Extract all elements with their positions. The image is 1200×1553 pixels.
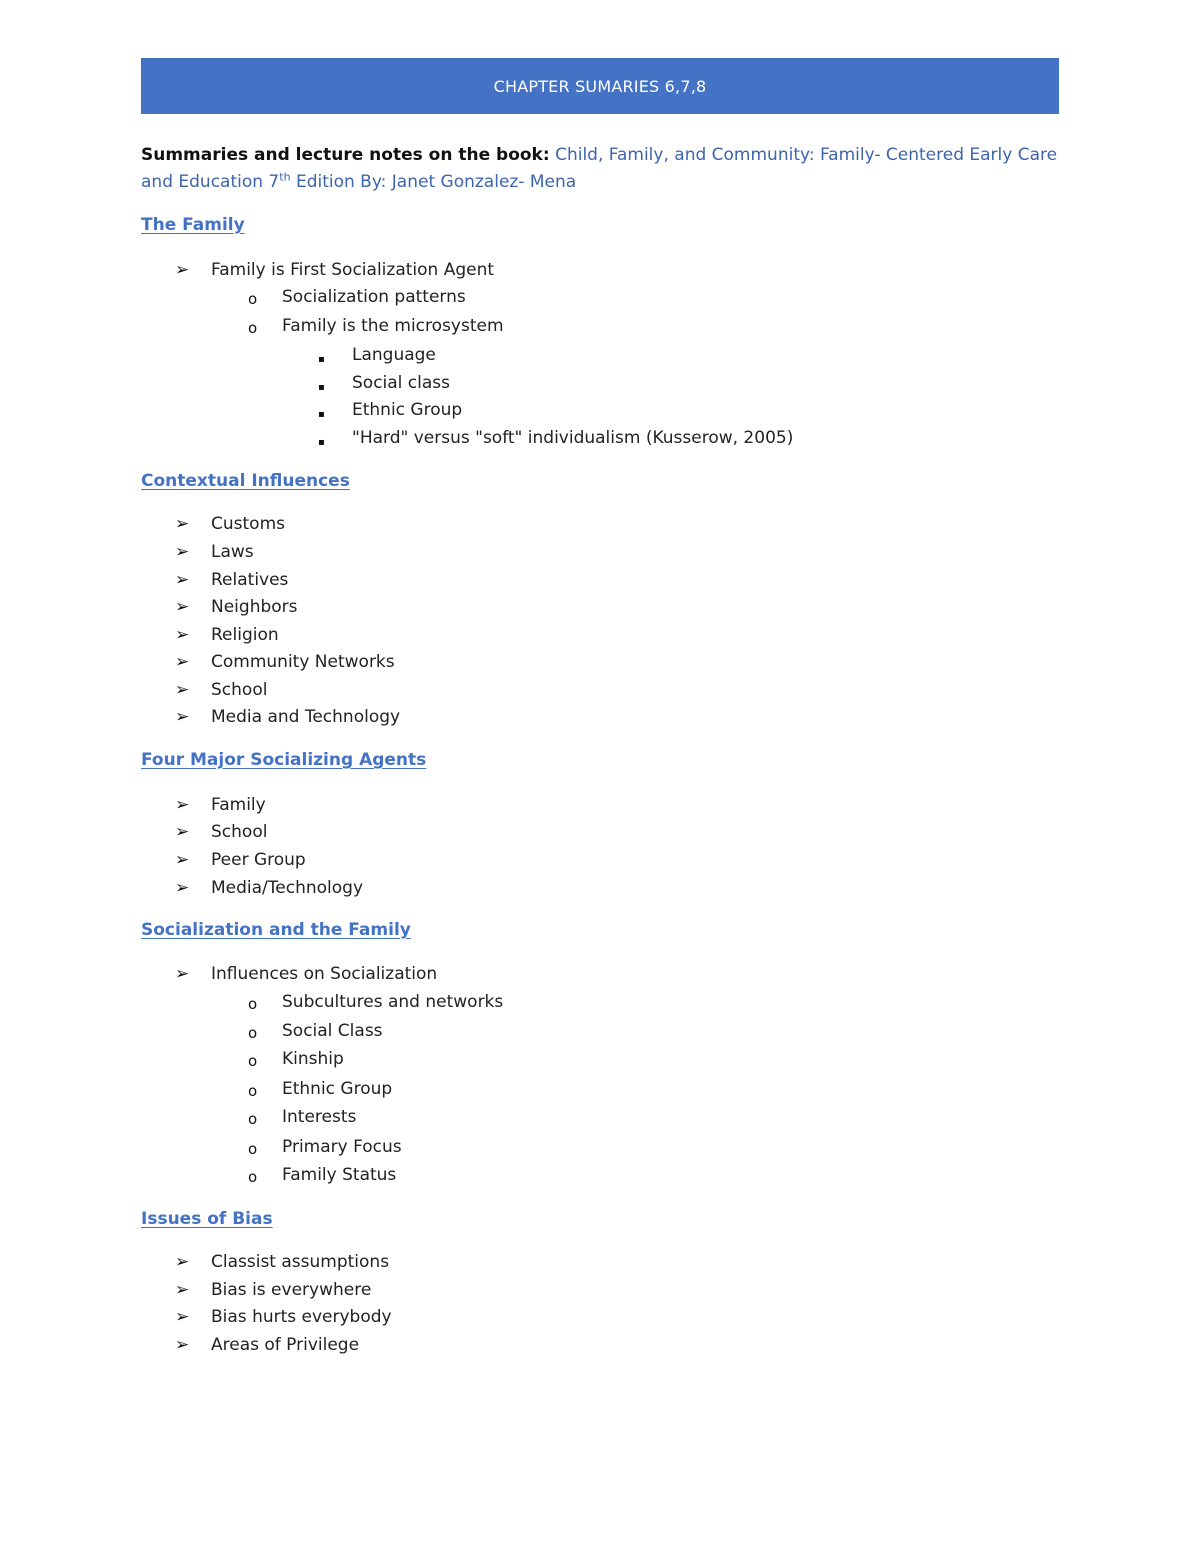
arrow-bullet-icon: ➢ [175, 878, 190, 898]
arrow-bullet-icon: ➢ [175, 542, 190, 562]
list-item-text: Ethnic Group [282, 1079, 393, 1099]
list-item [248, 1078, 393, 1100]
arrow-bullet-icon: ➢ [175, 1252, 190, 1272]
arrow-bullet-icon: ➢ [175, 652, 190, 672]
heading-the-family: The Family [141, 215, 245, 235]
list-item-text: Interests [282, 1107, 357, 1127]
list-item-text: Media/Technology [211, 878, 364, 898]
list-item [175, 963, 438, 985]
list-item-text: Subcultures and networks [282, 992, 504, 1012]
list-item [175, 706, 401, 728]
list-item [318, 427, 794, 449]
arrow-bullet-icon: ➢ [175, 260, 190, 280]
circle-bullet-icon: o [248, 290, 258, 308]
square-bullet-icon: ▪ [318, 354, 325, 365]
book-title-superscript: th [279, 170, 291, 184]
list-item-text: Socialization patterns [282, 287, 466, 307]
circle-bullet-icon: o [248, 1052, 258, 1070]
list-item [175, 679, 268, 701]
list-item-text: Family is First Socialization Agent [211, 260, 495, 280]
list-item-text: Community Networks [211, 652, 395, 672]
list-item-text: Bias hurts everybody [211, 1307, 392, 1327]
square-bullet-icon: ▪ [318, 437, 325, 448]
list-item [248, 991, 504, 1013]
arrow-bullet-icon: ➢ [175, 514, 190, 534]
circle-bullet-icon: o [248, 1168, 258, 1186]
list-item-text: Primary Focus [282, 1137, 402, 1157]
arrow-bullet-icon: ➢ [175, 822, 190, 842]
list-item-text: Language [352, 345, 436, 365]
list-item [248, 1106, 357, 1128]
list-item [248, 315, 504, 337]
heading-contextual-influences: Contextual Influences [141, 471, 350, 491]
list-item-text: Peer Group [211, 850, 306, 870]
arrow-bullet-icon: ➢ [175, 570, 190, 590]
list-item [175, 259, 495, 281]
list-item [248, 1136, 402, 1158]
list-item [318, 372, 451, 394]
list-item [318, 399, 463, 421]
arrow-bullet-icon: ➢ [175, 707, 190, 727]
list-item [175, 596, 298, 618]
arrow-bullet-icon: ➢ [175, 1335, 190, 1355]
list-item [175, 569, 289, 591]
book-title-part1: Child, Family, and Community: Family- Centered Early Care and Education 7 [141, 145, 1058, 192]
list-item-text: Family Status [282, 1165, 397, 1185]
list-item-text: Laws [211, 542, 254, 562]
list-item-text: School [211, 822, 268, 842]
intro-paragraph [141, 142, 1059, 196]
list-item [175, 1334, 360, 1356]
circle-bullet-icon: o [248, 1110, 258, 1128]
list-item [175, 651, 395, 673]
circle-bullet-icon: o [248, 1082, 258, 1100]
list-item-text: Neighbors [211, 597, 298, 617]
list-item [175, 624, 279, 646]
list-item-text: "Hard" versus "soft" individualism (Kusserow, 2005) [352, 428, 794, 448]
book-title-part2: Edition By: Janet Gonzalez- Mena [290, 172, 577, 192]
list-item-text: Classist assumptions [211, 1252, 390, 1272]
list-item-text: Influences on Socialization [211, 964, 438, 984]
list-item [175, 1279, 372, 1301]
list-item-text: Kinship [282, 1049, 344, 1069]
square-bullet-icon: ▪ [318, 409, 325, 420]
list-item-text: Media and Technology [211, 707, 401, 727]
list-item-text: Religion [211, 625, 279, 645]
list-item-text: Bias is everywhere [211, 1280, 372, 1300]
arrow-bullet-icon: ➢ [175, 680, 190, 700]
list-item [175, 821, 268, 843]
list-item [175, 877, 364, 899]
circle-bullet-icon: o [248, 1140, 258, 1158]
list-item-text: Areas of Privilege [211, 1335, 360, 1355]
heading-issues-of-bias: Issues of Bias [141, 1209, 273, 1229]
list-item-text: Social Class [282, 1021, 383, 1041]
list-item [248, 1164, 397, 1186]
circle-bullet-icon: o [248, 1024, 258, 1042]
list-item-text: Family is the microsystem [282, 316, 504, 336]
arrow-bullet-icon: ➢ [175, 964, 190, 984]
arrow-bullet-icon: ➢ [175, 625, 190, 645]
intro-lead: Summaries and lecture notes on the book: [141, 145, 550, 165]
arrow-bullet-icon: ➢ [175, 597, 190, 617]
list-item-text: School [211, 680, 268, 700]
square-bullet-icon: ▪ [318, 382, 325, 393]
list-item-text: Family [211, 795, 266, 815]
arrow-bullet-icon: ➢ [175, 850, 190, 870]
list-item-text: Customs [211, 514, 285, 534]
heading-socialization-and-the-family: Socialization and the Family [141, 920, 411, 940]
list-item-text: Social class [352, 373, 451, 393]
list-item [318, 344, 436, 366]
arrow-bullet-icon: ➢ [175, 1307, 190, 1327]
arrow-bullet-icon: ➢ [175, 1280, 190, 1300]
list-item-text: Ethnic Group [352, 400, 463, 420]
list-item [248, 1048, 344, 1070]
list-item [175, 1306, 392, 1328]
chapter-title-banner [141, 58, 1059, 114]
list-item [175, 849, 306, 871]
circle-bullet-icon: o [248, 319, 258, 337]
list-item [248, 286, 466, 308]
list-item-text: Relatives [211, 570, 289, 590]
heading-four-major-socializing-agents: Four Major Socializing Agents [141, 750, 427, 770]
list-item [175, 1251, 390, 1273]
list-item [175, 513, 285, 535]
list-item [175, 794, 266, 816]
list-item [248, 1020, 383, 1042]
list-item [175, 541, 254, 563]
chapter-title: CHAPTER SUMARIES 6,7,8 [493, 76, 707, 96]
arrow-bullet-icon: ➢ [175, 795, 190, 815]
circle-bullet-icon: o [248, 995, 258, 1013]
